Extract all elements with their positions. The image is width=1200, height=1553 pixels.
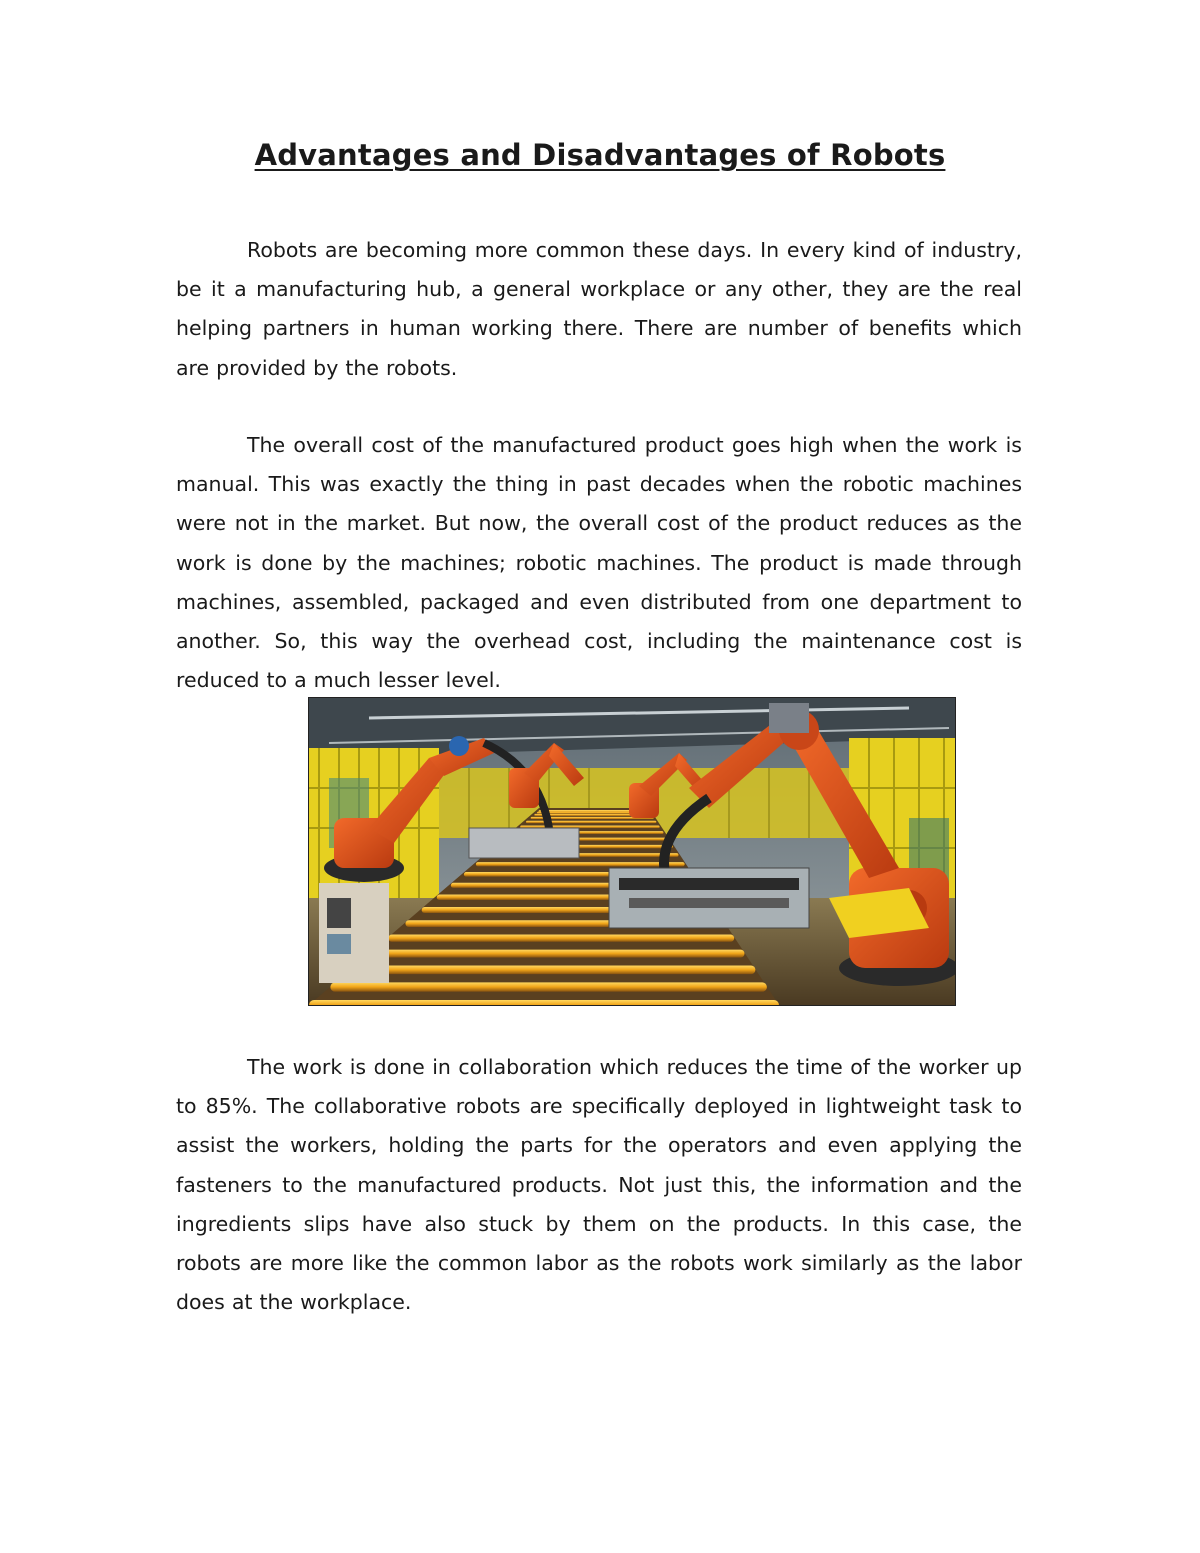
paragraph-collaboration: The work is done in collaboration which reduces the time of the worker up to 85%. The collaborative robots are specifically deployed in lightweight task to assist the workers, holding the parts for the operators and even applying the fasteners to the manufactured products. Not just this, the information and the ingredients slips have also stuck by them on the products. In this case, the robots are more like the common labor as the robots work similarly as the labor does at the workplace. xyxy=(176,1055,1022,1315)
paragraph-cost: The overall cost of the manufactured product goes high when the work is manual. This was exactly the thing in past decades when the robotic machines were not in the market. But now, the overall cost of the product reduces as the work is done by the machines; robotic machines. The product is made through machines, assembled, packaged and even distributed from one department to another. So, this way the overhead cost, including the maintenance cost is reduced to a much lesser level. xyxy=(176,433,1022,693)
industrial-robots-photo xyxy=(308,697,956,1006)
document-title: Advantages and Disadvantages of Robots xyxy=(254,138,946,172)
paragraph-intro: Robots are becoming more common these days. In every kind of industry, be it a manufacturing hub, a general workplace or any other, they are the real helping partners in human working there. There are number of benefits which are provided by the robots. xyxy=(176,238,1022,380)
